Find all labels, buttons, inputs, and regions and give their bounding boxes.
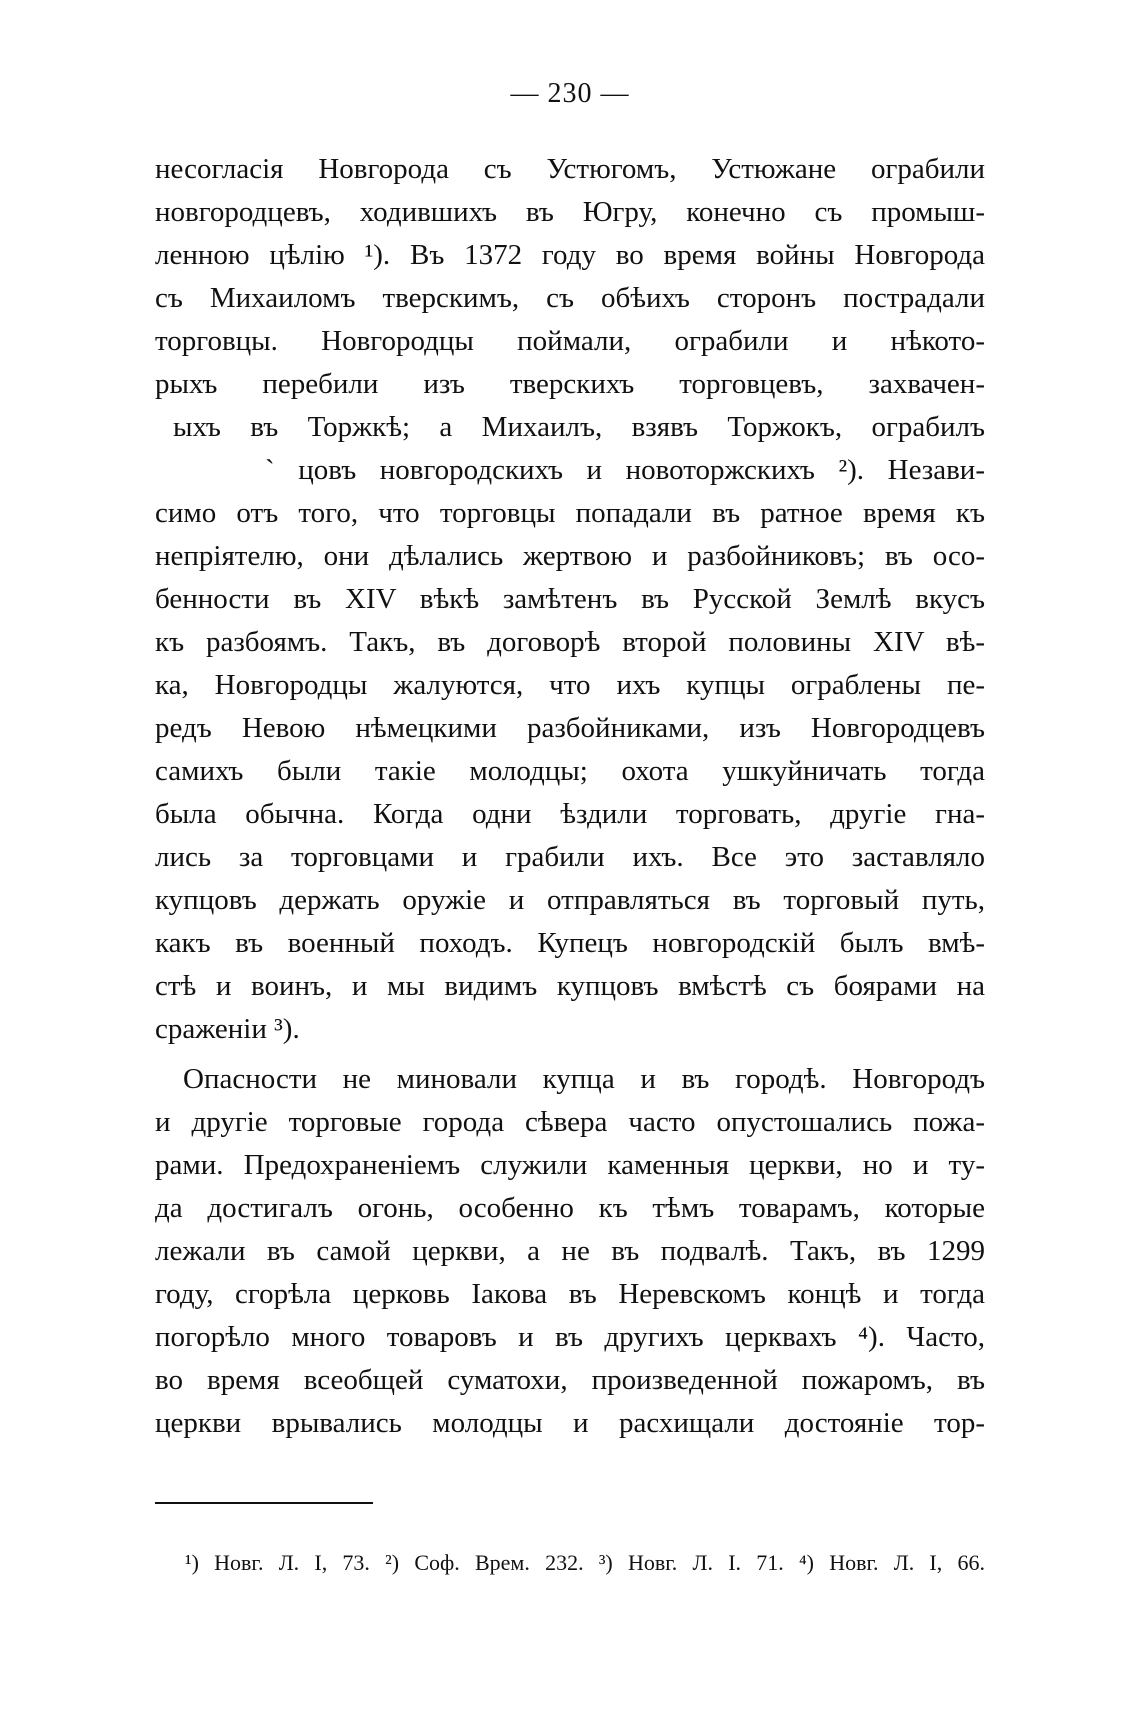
text-line: ка, Новгородцы жалуются, что ихъ купцы ограблены пе- <box>155 669 985 701</box>
text-line: Опасности не миновали купца и въ городѣ. Новгородъ <box>183 1063 985 1095</box>
text-line: симо отъ того, что торговцы попадали въ ратное время къ <box>155 497 985 529</box>
text-line: редъ Невою нѣмецкими разбойниками, изъ Новгородцевъ <box>155 712 985 744</box>
text-line: непріятелю, они дѣлались жертвою и разбойниковъ; въ осо- <box>155 540 985 572</box>
text-line: ленною цѣлію ¹). Въ 1372 году во время войны Новгорода <box>155 239 985 271</box>
text-line: рыхъ перебили изъ тверскихъ торговцевъ, захвачен- <box>155 368 985 400</box>
text-line: сраженіи ³). <box>155 1013 300 1045</box>
text-line: году, сгорѣла церковь Іакова въ Неревскомъ концѣ и тогда <box>155 1278 985 1310</box>
text-line: торговцы. Новгородцы поймали, ограбили и нѣкото- <box>155 325 985 357</box>
text-line: лежали въ самой церкви, а не въ подвалѣ. Такъ, въ 1299 <box>155 1235 985 1267</box>
text-line: стѣ и воинъ, и мы видимъ купцовъ вмѣстѣ съ боярами на <box>155 970 985 1002</box>
text-line: лись за торговцами и грабили ихъ. Все это заставляло <box>155 841 985 873</box>
text-line: была обычна. Когда одни ѣздили торговать, другіе гна- <box>155 798 985 830</box>
text-line: съ Михаиломъ тверскимъ, съ обѣихъ сторонъ пострадали <box>155 282 985 314</box>
text-line: и другіе торговые города сѣвера часто опустошались пожа- <box>155 1106 985 1138</box>
text-line: да достигалъ огонь, особенно къ тѣмъ товарамъ, которые <box>155 1192 985 1224</box>
text-line: церкви врывались молодцы и расхищали достояніе тор- <box>155 1407 985 1439</box>
footnotes: ¹) Новг. Л. I, 73. ²) Соф. Врем. 232. ³) Новг. Л. I. 71. ⁴) Новг. Л. I, 66. <box>185 1550 985 1575</box>
text-line: во время всеобщей суматохи, произведенной пожаромъ, въ <box>155 1364 985 1396</box>
text-line: ыхъ въ Торжкѣ; а Михаилъ, взявъ Торжокъ, ограбилъ <box>173 411 985 443</box>
paragraph-2 <box>155 1058 985 1445</box>
text-line: погорѣло много товаровъ и въ другихъ церквахъ ⁴). Часто, <box>155 1321 985 1353</box>
text-line: ` цовъ новгородскихъ и новоторжскихъ ²). Незави- <box>265 454 985 486</box>
text-line: новгородцевъ, ходившихъ въ Югру, конечно съ промыш- <box>155 196 985 228</box>
text-line: купцовъ держать оружіе и отправляться въ торговый путь, <box>155 884 985 916</box>
text-line: рами. Предохраненіемъ служили каменныя церкви, но и ту- <box>155 1149 985 1181</box>
text-line: несогласія Новгорода съ Устюгомъ, Устюжане ограбили <box>155 153 985 185</box>
page-number: — 230 — <box>510 78 630 109</box>
footnote-rule <box>155 1502 373 1504</box>
text-line: самихъ были такіе молодцы; охота ушкуйничать тогда <box>155 755 985 787</box>
text-line: бенности въ XIV вѣкѣ замѣтенъ въ Русской Землѣ вкусъ <box>155 583 985 615</box>
text-line: къ разбоямъ. Такъ, въ договорѣ второй половины XIV вѣ- <box>155 626 985 658</box>
paragraph-1 <box>155 148 985 1051</box>
text-line: какъ въ военный походъ. Купецъ новгородскій былъ вмѣ- <box>155 927 985 959</box>
